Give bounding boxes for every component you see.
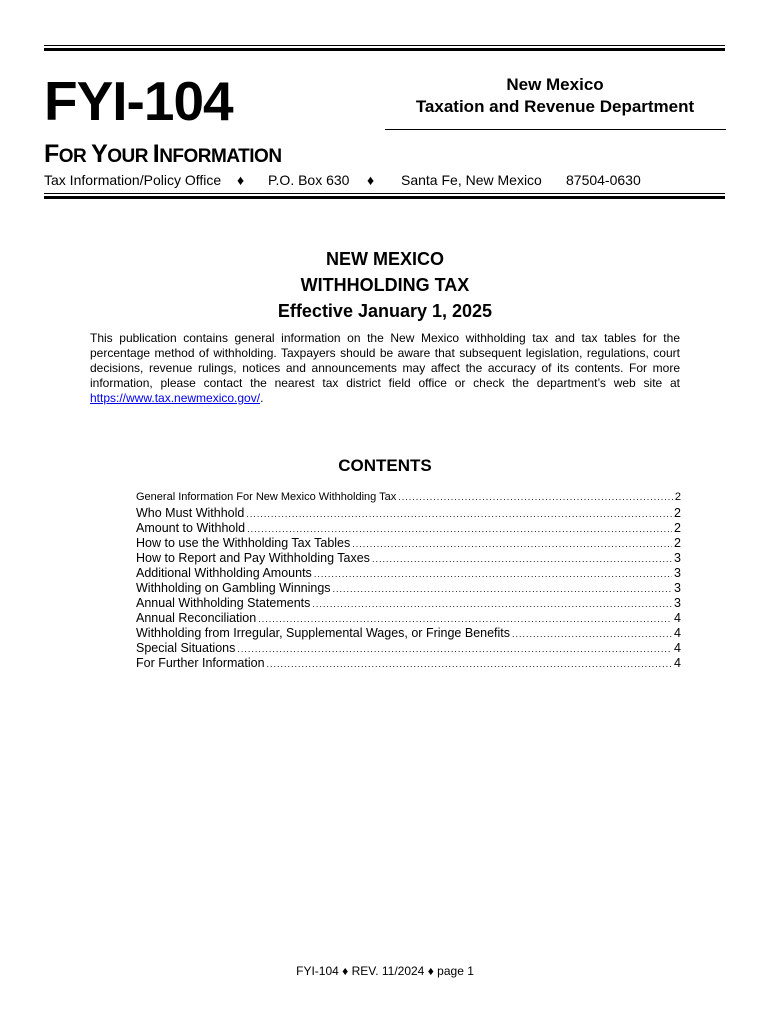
contents-heading: CONTENTS [338,456,432,475]
toc-item[interactable] [136,521,681,536]
header-bottom-rule [44,193,725,199]
toc-label: Withholding from Irregular, Supplemental Wages, or Fringe Benefits [136,626,511,640]
toc-leader [512,627,672,642]
toc-item[interactable] [136,536,681,551]
toc-page: 3 [674,551,681,565]
toc-leader [372,552,672,567]
po-box: P.O. Box 630 [268,172,350,188]
toc-label: Withholding on Gambling Winnings [136,581,331,595]
toc-label: How to use the Withholding Tax Tables [136,536,351,550]
toc-item[interactable] [136,626,681,641]
form-number: FYI-104 [44,70,233,132]
toc-page: 3 [674,596,681,610]
table-of-contents [136,490,681,671]
toc-page: 4 [674,656,681,670]
toc-item[interactable] [136,551,681,566]
bullet-icon: ♦ [342,964,349,978]
agency-rule [385,129,726,130]
website-link[interactable]: https://www.tax.newmexico.gov/ [90,391,261,405]
bullet-icon: ♦ [367,172,375,188]
toc-leader [314,567,672,582]
toc-label: Annual Withholding Statements [136,596,311,610]
title-line-3: Effective January 1, 2025 [277,301,493,321]
toc-page: 2 [674,536,681,550]
footer-form: FYI-104 [296,964,339,978]
toc-label: For Further Information [136,656,265,670]
toc-leader [237,642,672,657]
toc-leader [352,537,672,552]
toc-label: Annual Reconciliation [136,611,257,625]
title-line-2: WITHHOLDING TAX [300,275,470,295]
agency-name [390,74,720,118]
zip-code: 87504-0630 [566,172,641,188]
fyi-letter-f: F [44,140,59,168]
toc-label: General Information For New Mexico Withholding Tax [136,491,397,503]
toc-item[interactable] [136,641,681,656]
toc-leader [258,612,672,627]
toc-item[interactable] [136,581,681,596]
toc-item[interactable] [136,596,681,611]
toc-page: 3 [674,566,681,580]
toc-item[interactable] [136,506,681,521]
address-line [44,171,724,189]
toc-label: Amount to Withhold [136,521,246,535]
bullet-icon: ♦ [237,172,245,188]
city: Santa Fe, New Mexico [401,172,542,188]
toc-page: 2 [674,521,681,535]
footer-page: page 1 [437,964,474,978]
intro-end: . [260,391,264,405]
office-name: Tax Information/Policy Office [44,172,222,188]
footer-revision: REV. 11/2024 [351,964,425,978]
fyi-text-nformation: NFORMATION [159,146,282,167]
toc-item[interactable] [136,611,681,626]
toc-label: Special Situations [136,641,236,655]
agency-state: New Mexico [506,75,604,94]
toc-page: 4 [674,641,681,655]
toc-leader [246,507,672,522]
fyi-letter-i: I [152,140,160,168]
toc-label: How to Report and Pay Withholding Taxes [136,551,370,565]
intro-text: This publication contains general information on the New Mexico withholding tax and tax tables for the percentage method of withholding. Taxpayers should be aware that subsequent legislation, regulations, court decisions, revenue rulings, notices and announcements may affect the accuracy of its contents. For more information, please contact the nearest tax district field office or check the department’s web site at [90,331,680,390]
title-line-1: NEW MEXICO [325,249,444,269]
toc-leader [247,522,672,537]
document-title [0,246,770,324]
fyi-text-or: OR [58,146,92,167]
toc-page: 2 [674,506,681,520]
toc-leader [312,597,672,612]
page-footer [0,963,770,979]
toc-page: 2 [674,491,681,503]
bullet-icon: ♦ [427,964,434,978]
toc-page: 4 [674,626,681,640]
toc-label: Additional Withholding Amounts [136,566,312,580]
toc-leader [333,582,673,597]
top-rule [44,45,725,51]
fyi-text-our: OUR [107,146,153,167]
toc-label: Who Must Withhold [136,506,245,520]
toc-item[interactable] [136,490,681,506]
toc-item[interactable] [136,566,681,581]
intro-paragraph [90,331,680,406]
fyi-heading [44,138,282,173]
toc-page: 4 [674,611,681,625]
toc-item[interactable] [136,656,681,671]
fyi-letter-y: Y [91,140,108,168]
toc-page: 3 [674,581,681,595]
toc-leader [398,490,673,505]
agency-department: Taxation and Revenue Department [415,97,695,116]
toc-leader [267,657,673,672]
